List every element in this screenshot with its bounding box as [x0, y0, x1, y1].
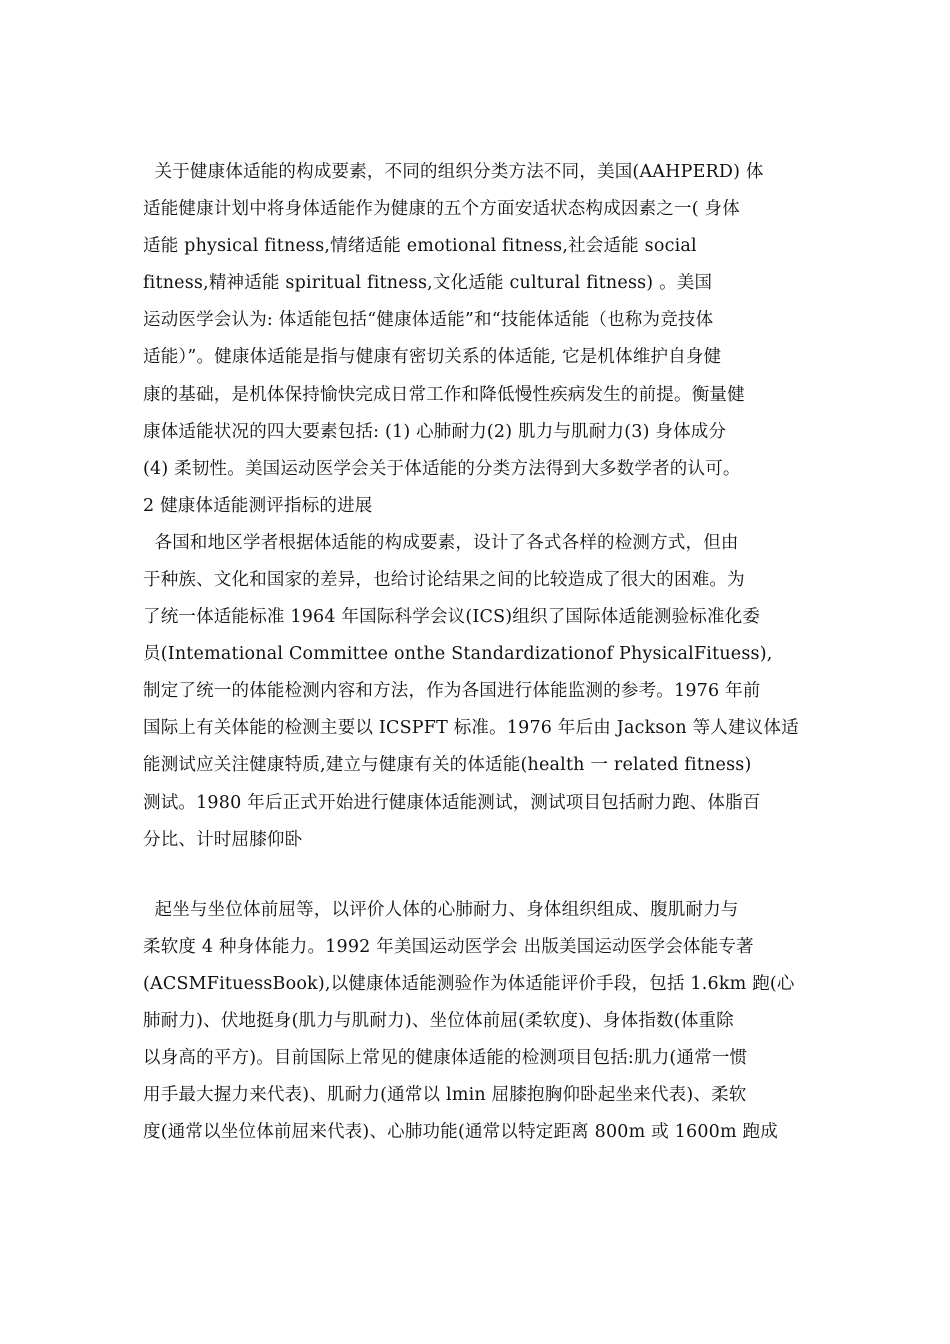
- text-line: 了统一体适能标准 1964 年国际科学会议(ICS)组织了国际体适能测验标准化委: [143, 607, 761, 627]
- text-line: 运动医学会认为: 体适能包括“健康体适能”和“技能体适能（也称为竞技体: [143, 310, 714, 330]
- text-line: 关于健康体适能的构成要素，不同的组织分类方法不同，美国(AAHPERD) 体: [143, 162, 764, 182]
- text-line: 度(通常以坐位体前屈来代表)、心肺功能(通常以特定距离 800m 或 1600m 跑成: [143, 1122, 778, 1142]
- text-line: 肺耐力)、伏地挺身(肌力与肌耐力)、坐位体前屈(柔软度)、身体指数(体重除: [143, 1011, 734, 1031]
- text-line: 适能健康计划中将身体适能作为健康的五个方面安适状态构成因素之一( 身体: [143, 199, 740, 219]
- text-line: 康的基础，是机体保持愉快完成日常工作和降低慢性疾病发生的前提。衡量健: [143, 385, 745, 405]
- text-line: 适能）”。健康体适能是指与健康有密切关系的体适能, 它是机体维护自身健: [143, 347, 722, 367]
- text-line: 用手最大握力来代表)、肌耐力(通常以 lmin 屈膝抱胸仰卧起坐来代表)、柔软: [143, 1085, 747, 1105]
- text-line: 以身高的平方)。目前国际上常见的健康体适能的检测项目包括:肌力(通常一惯: [143, 1048, 748, 1068]
- text-line: 员(Intemational Committee onthe Standardizationof PhysicalFituess),: [143, 644, 773, 664]
- text-line: 于种族、文化和国家的差异，也给讨论结果之间的比较造成了很大的困难。为: [143, 570, 745, 590]
- text-line: 分比、计时屈膝仰卧: [143, 830, 303, 850]
- text-line: 测试。1980 年后正式开始进行健康体适能测试，测试项目包括耐力跑、体脂百: [143, 793, 761, 813]
- section-heading: 2 健康体适能测评指标的进展: [143, 496, 373, 516]
- text-line: (ACSMFituessBook),以健康体适能测验作为体适能评价手段，包括 1.6km 跑(心: [143, 974, 795, 994]
- text-line: 柔软度 4 种身体能力。1992 年美国运动医学会 出版美国运动医学会体能专著: [143, 937, 754, 957]
- text-line: 制定了统一的体能检测内容和方法，作为各国进行体能监测的参考。1976 年前: [143, 681, 761, 701]
- text-line: 适能 physical fitness,情绪适能 emotional fitness,社会适能 social: [143, 236, 697, 256]
- text-line: fitness,精神适能 spiritual fitness,文化适能 cultural fitness) 。美国: [143, 273, 713, 293]
- text-line: 国际上有关体能的检测主要以 ICSPFT 标准。1976 年后由 Jackson 等人建议体适: [143, 718, 799, 738]
- text-line: 起坐与坐位体前屈等，以评价人体的心肺耐力、身体组织组成、腹肌耐力与: [143, 900, 739, 920]
- text-line: (4) 柔韧性。美国运动医学会关于体适能的分类方法得到大多数学者的认可。: [143, 459, 741, 479]
- text-line: 康体适能状况的四大要素包括: (1) 心肺耐力(2) 肌力与肌耐力(3) 身体成分: [143, 422, 727, 442]
- text-line: 各国和地区学者根据体适能的构成要素，设计了各式各样的检测方式，但由: [143, 533, 739, 553]
- text-line: 能测试应关注健康特质,建立与健康有关的体适能(health 一 related fitness): [143, 755, 752, 775]
